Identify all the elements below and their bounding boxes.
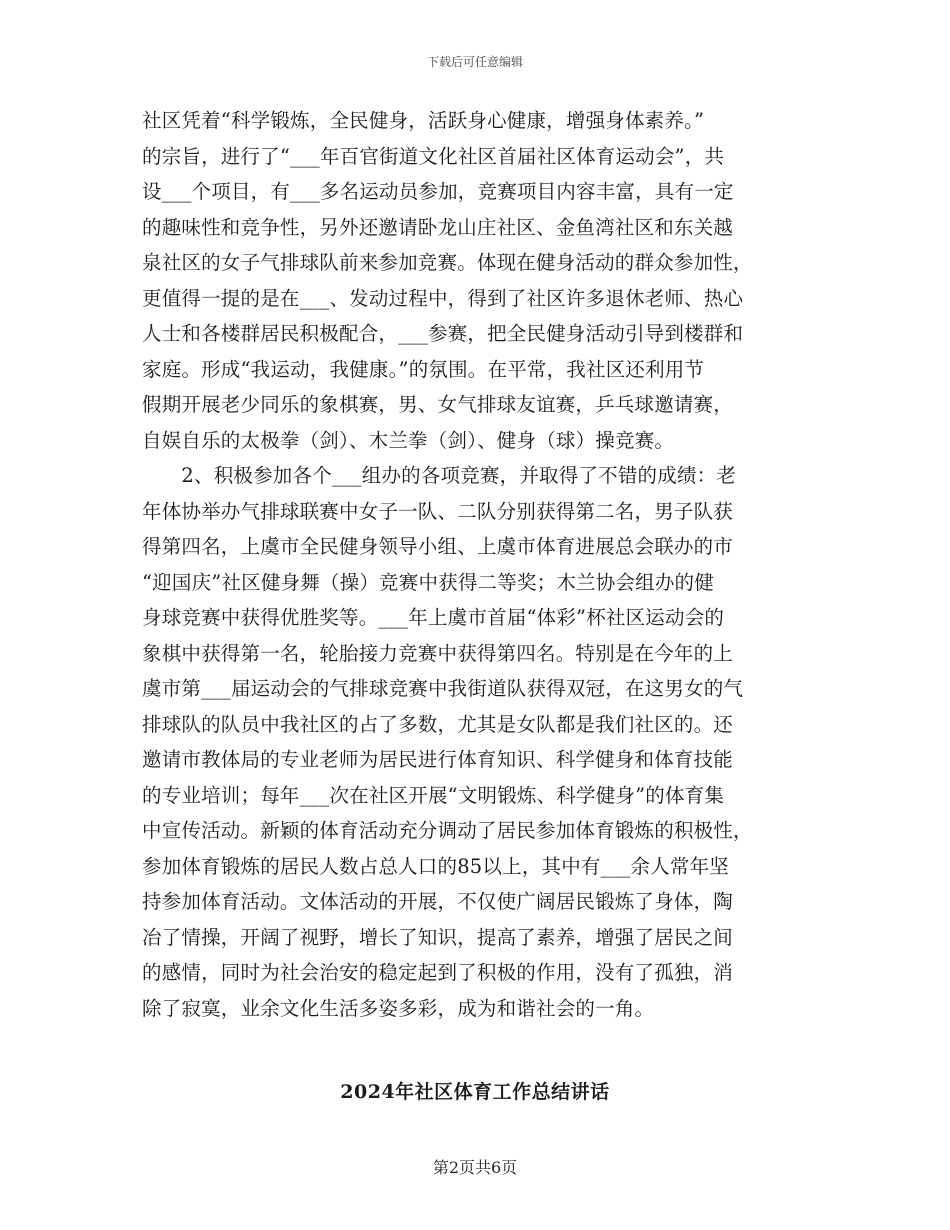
body-line: 邀请市教体局的专业老师为居民进行体育知识、科学健身和体育技能 — [142, 748, 734, 771]
body-line: 中宣传活动。新颖的体育活动充分调动了居民参加体育锻炼的积极性， — [142, 819, 753, 842]
document-heading: 2024年社区体育工作总结讲话 — [340, 1081, 610, 1103]
body-line: 泉社区的女子气排球队前来参加竞赛。体现在健身活动的群众参加性， — [142, 251, 753, 274]
page-header-note: 下载后可任意编辑 — [426, 55, 523, 69]
body-line: 自娱自乐的太极拳（剑）、木兰拳（剑）、健身（球）操竞赛。 — [142, 428, 675, 452]
body-line: 的专业培训；每年___次在社区开展“文明锻炼、科学健身”的体育集 — [142, 783, 725, 807]
body-line: 排球队的队员中我社区的占了多数，尤其是女队都是我们社区的。还 — [142, 712, 734, 736]
body-line: 得第四名，上虞市全民健身领导小组、上虞市体育进展总会联办的市 — [142, 535, 734, 558]
body-line: 2、积极参加各个___组办的各项竞赛，并取得了不错的成绩：老 — [142, 464, 737, 487]
body-line: “迎国庆”社区健身舞（操）竞赛中获得二等奖；木兰协会组办的健 — [142, 570, 714, 594]
body-line: 持参加体育活动。文体活动的开展，不仅使广阔居民锻炼了身体，陶 — [142, 890, 734, 913]
body-line: 人士和各楼群居民积极配合，___参赛，把全民健身活动引导到楼群和 — [142, 322, 744, 345]
body-line: 更值得一提的是在___、发动过程中，得到了社区许多退休老师、热心 — [142, 286, 744, 310]
body-line: 年体协举办气排球联赛中女子一队、二队分别获得第二名，男子队获 — [142, 499, 734, 523]
body-line: 家庭。形成“我运动，我健康。”的氛围。在平常，我社区还利用节 — [142, 357, 705, 381]
body-line: 的宗旨，进行了“___年百官街道文化社区首届社区体育运动会”，共 — [142, 144, 725, 168]
body-line: 象棋中获得第一名，轮胎接力竞赛中获得第四名。特别是在今年的上 — [142, 641, 734, 665]
body-line: 身球竞赛中获得优胜奖等。___年上虞市首届“体彩”杯社区运动会的 — [142, 606, 725, 629]
body-line: 冶了情操，开阔了视野，增长了知识，提高了素养，增强了居民之间 — [142, 925, 734, 949]
document-body — [142, 103, 812, 1026]
body-line: 的趣味性和竞争性，另外还邀请卧龙山庄社区、金鱼湾社区和东关越 — [142, 215, 734, 239]
body-line: 假期开展老少同乐的象棋赛，男、女气排球友谊赛，乒乓球邀请赛， — [142, 393, 734, 416]
body-line: 参加体育锻炼的居民人数占总人口的85以上，其中有___余人常年坚 — [142, 854, 729, 878]
body-line: 除了寂寞，业余文化生活多姿多彩，成为和谐社会的一角。 — [142, 996, 655, 1020]
body-line: 社区凭着“科学锻炼，全民健身，活跃身心健康，增强身体素养。” — [142, 109, 705, 132]
body-line: 虞市第___届运动会的气排球竞赛中我街道队获得双冠，在这男女的气 — [142, 677, 744, 700]
page-number: 第2页共6页 — [432, 1158, 518, 1177]
body-line: 的感情，同时为社会治安的稳定起到了积极的作用，没有了孤独，消 — [142, 961, 734, 984]
body-line: 设___个项目，有___多名运动员参加，竞赛项目内容丰富，具有一定 — [142, 180, 734, 203]
